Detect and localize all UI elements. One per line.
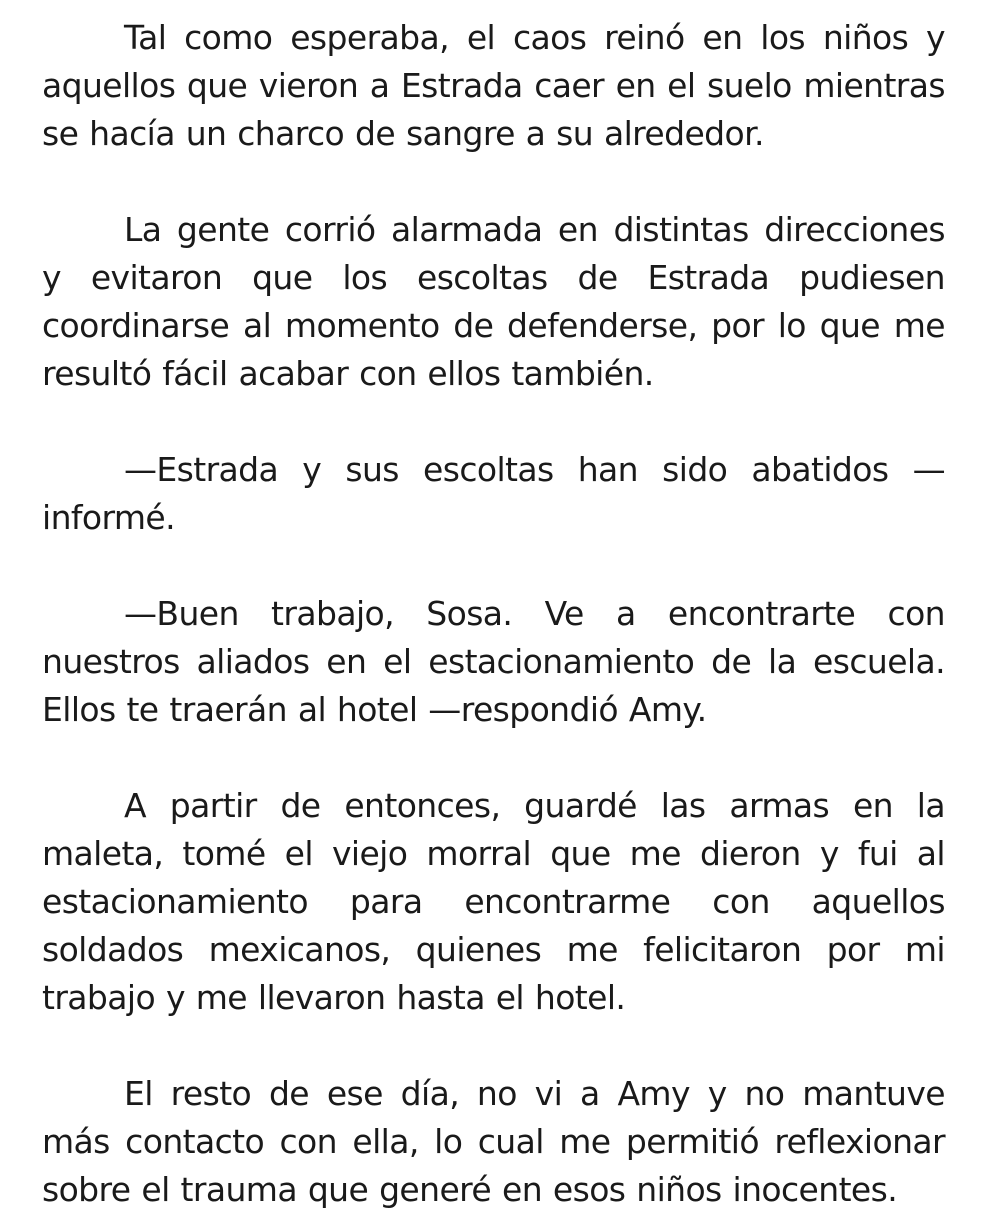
paragraph: Tal como esperaba, el caos reinó en los niños y aquellos que vieron a Estrada caer en el suelo mientras se hacía un charco de sangre a su alrededor. <box>42 18 945 153</box>
dialogue-paragraph: —Estrada y sus escoltas han sido abatidos —informé. <box>42 450 945 537</box>
paragraph: A partir de entonces, guardé las armas en la maleta, tomé el viejo morral que me dieron y fui al estacionamiento para encontrarme con aquellos soldados mexicanos, quienes me felicitaron por mi trabajo y me llevaron hasta el hotel. <box>42 786 945 1017</box>
paragraph: El resto de ese día, no vi a Amy y no mantuve más contacto con ella, lo cual me permitió reflexionar sobre el trauma que generé en esos niños inocentes. <box>42 1074 945 1209</box>
paragraph: La gente corrió alarmada en distintas direcciones y evitaron que los escoltas de Estrada pudiesen coordinarse al momento de defenderse, por lo que me resultó fácil acabar con ellos también. <box>42 210 945 393</box>
dialogue-paragraph: —Buen trabajo, Sosa. Ve a encontrarte con nuestros aliados en el estacionamiento de la escuela. Ellos te traerán al hotel —respondió Amy. <box>42 594 945 729</box>
